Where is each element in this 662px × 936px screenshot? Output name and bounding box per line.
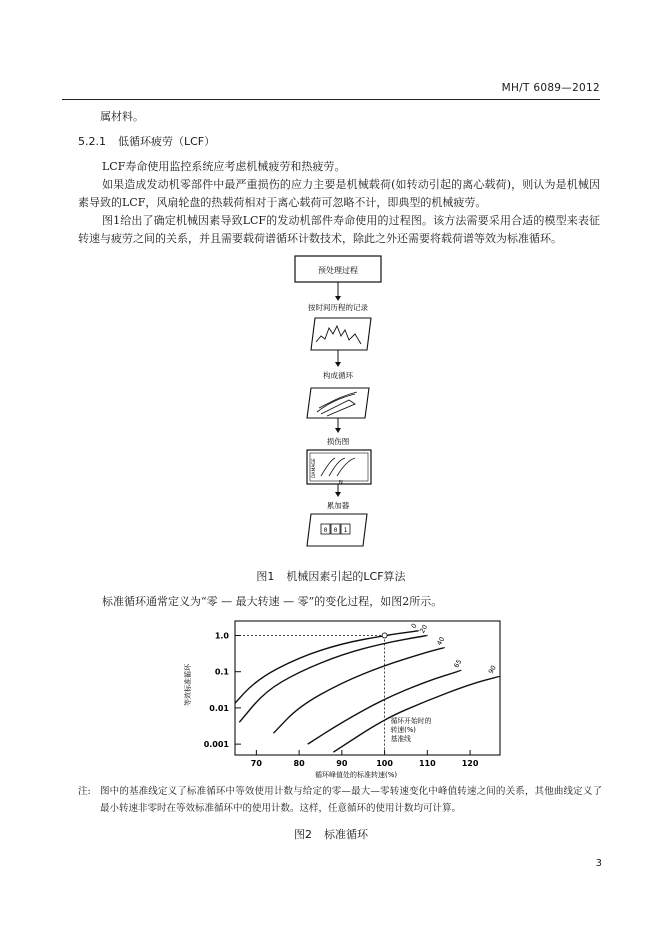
figure1-caption-number: 图1 (256, 570, 275, 583)
page-number: 3 (595, 858, 602, 869)
reference-annotation (391, 716, 432, 743)
x-tick-label: 90 (336, 759, 348, 768)
counter-digit: 0 (323, 527, 328, 534)
figure2-caption (0, 826, 662, 842)
x-tick-label: 100 (376, 759, 393, 768)
flow-arrow (335, 362, 341, 367)
figure1-caption-title: 机械因素引起的LCF算法 (286, 570, 406, 583)
flow-step-accumulator-label: 累加器 (326, 501, 350, 510)
x-tick-label: 70 (250, 759, 262, 768)
flow-step-damage-label: 损伤图 (326, 437, 350, 446)
damage-n-label: N (339, 480, 343, 486)
y-axis-label: 等效标准循环 (184, 664, 192, 706)
flow-step-record-label: 按时间历程的记录 (308, 303, 368, 312)
figure2-caption-number: 图2 (294, 828, 312, 841)
x-tick-label: 80 (293, 759, 305, 768)
reference-lines (235, 633, 387, 755)
standard-cycle-chart (180, 615, 510, 783)
note-text: 图中的基准线定义了标准循环中等效使用计数与给定的零—最大—零转速变化中峰值转速之间的关系，其他曲线定义了最小转速非零时在等效标准循环中的使用计数。这样，任意循环的使用计数均可计算。 (100, 786, 602, 814)
flow-arrow (335, 428, 341, 433)
paragraph-2: 如果造成发动机零部件中最严重损伤的应力主要是机械载荷(如转动引起的离心载荷)，则认为是机械因素导致的LCF，风扇轮盘的热载荷相对于离心载荷可忽略不计，即典型的机械疲劳。 (78, 178, 600, 209)
flow-arrow (335, 492, 341, 497)
reference-point (382, 633, 387, 638)
figure2-caption-title: 标准循环 (324, 828, 368, 841)
section-title: 低循环疲劳（LCF） (118, 135, 216, 148)
figure1-caption (0, 568, 662, 584)
y-tick-label: 0.001 (203, 740, 229, 750)
series-label: 20 (418, 623, 430, 635)
x-tick-label: 110 (418, 759, 436, 768)
series-label: 40 (435, 635, 447, 647)
section-number: 5.2.1 (78, 135, 106, 148)
flow-record-box (311, 318, 371, 350)
header-rule (62, 99, 600, 100)
flow-step-cycles-label: 构成循环 (323, 371, 353, 380)
series-curve-90 (333, 676, 500, 752)
x-tick-label: 120 (461, 759, 479, 768)
note-label: 注: (78, 786, 91, 797)
counter-digit: 0 (333, 527, 338, 534)
damage-axis-label: DAMAGE (312, 458, 317, 478)
annotation-line: 循环开始时的 (390, 717, 432, 725)
annotation-line: 转速(%) (390, 726, 416, 734)
figure2-note (78, 783, 602, 817)
curves (231, 622, 500, 752)
section-heading (78, 133, 215, 149)
series-label: 90 (486, 664, 498, 676)
flow-arrow (335, 296, 341, 301)
document-code: MH/T 6089—2012 (501, 82, 600, 94)
series-curve-20 (239, 635, 427, 722)
annotation-line: 基准线 (390, 735, 411, 743)
series-label: 0 (409, 622, 419, 630)
continuation-text: 属材料。 (100, 110, 144, 123)
x-axis-label: 循环峰值处的标准转速(%) (315, 771, 398, 779)
lcf-flowchart (283, 254, 393, 554)
flow-cycle-box (307, 388, 369, 418)
flow-step-preprocess-label: 预处理过程 (318, 266, 358, 275)
series-label: 65 (452, 658, 464, 670)
x-ticks (251, 750, 479, 768)
paragraph-1: LCF寿命使用监控系统应考虑机械疲劳和热疲劳。 (102, 160, 346, 173)
y-tick-label: 1.0 (214, 631, 229, 641)
y-tick-label: 0.01 (209, 703, 229, 713)
paragraph-3: 图1给出了确定机械因素导致LCF的发动机部件寿命使用的过程图。该方法需要采用合适的模型来表征转速与疲劳之间的关系，并且需要载荷谱循环计数技术，除此之外还需要将载荷谱等效为标准循环。 (78, 214, 600, 245)
y-tick-label: 0.1 (214, 667, 229, 677)
counter-digit: 1 (343, 527, 348, 534)
paragraph-4: 标准循环通常定义为“零 — 最大转速 — 零”的变化过程，如图2所示。 (102, 595, 443, 608)
